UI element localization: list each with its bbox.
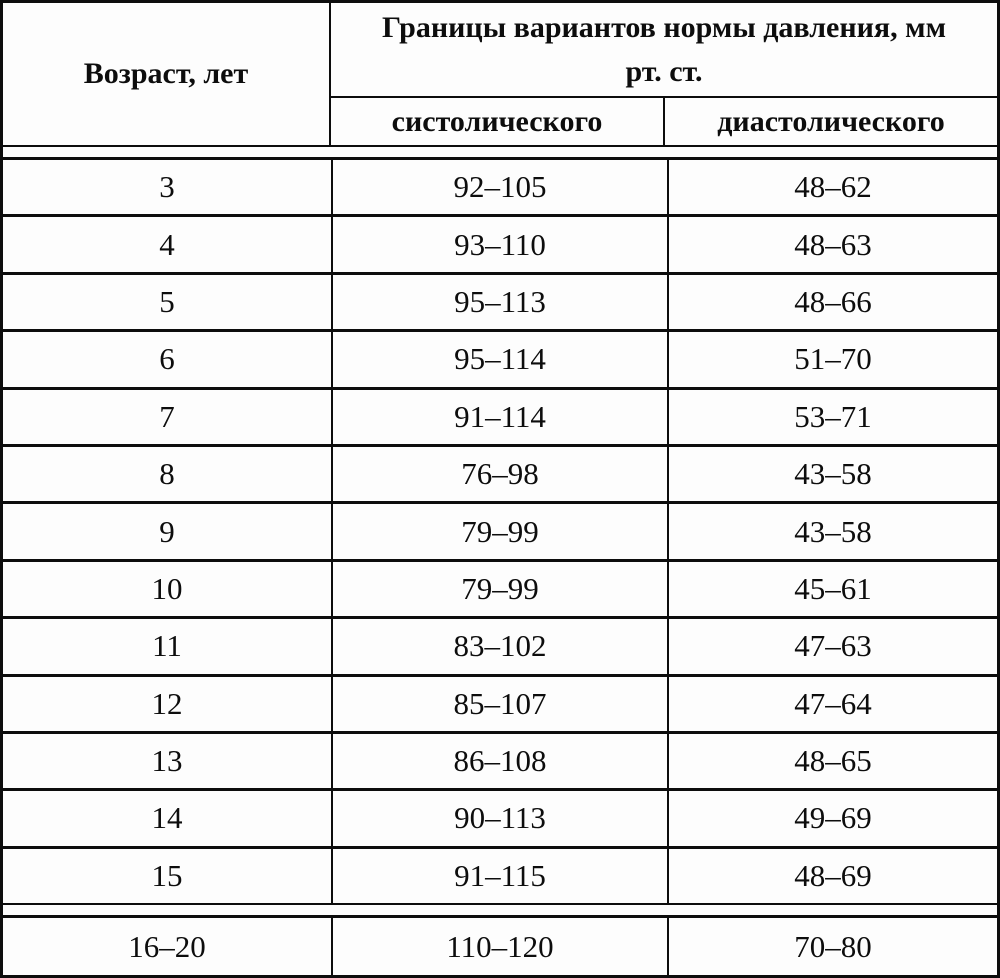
age-cell: 16–20 <box>3 918 333 975</box>
diastolic-cell: 43–58 <box>794 513 872 549</box>
diastolic-cell: 51–70 <box>794 341 872 377</box>
systolic-cell: 92–105 <box>333 160 669 214</box>
table-row <box>3 915 997 975</box>
table-row <box>3 677 997 734</box>
systolic-cell: 76–98 <box>333 447 669 501</box>
table-row <box>3 562 997 619</box>
section-divider-gap <box>3 147 997 157</box>
systolic-cell: 91–115 <box>333 849 669 903</box>
sub-header-row <box>331 98 997 145</box>
systolic-cell: 95–114 <box>333 332 669 386</box>
age-cell: 15 <box>3 849 333 903</box>
pressure-group-header: Границы вариантов нормы давления, мм рт. ст. <box>331 3 997 98</box>
age-cell: 12 <box>3 677 333 731</box>
diastolic-cell: 45–61 <box>794 570 872 606</box>
table-body <box>3 157 997 905</box>
age-cell: 10 <box>3 562 333 616</box>
table-row <box>3 390 997 447</box>
systolic-cell: 90–113 <box>333 791 669 845</box>
systolic-cell: 79–99 <box>333 562 669 616</box>
table-row <box>3 447 997 504</box>
diastolic-cell: 48–65 <box>794 743 872 779</box>
table-row <box>3 217 997 274</box>
systolic-cell: 86–108 <box>333 734 669 788</box>
age-cell: 11 <box>3 619 333 673</box>
systolic-cell: 95–113 <box>333 275 669 329</box>
diastolic-cell: 48–63 <box>794 226 872 262</box>
table-row <box>3 332 997 389</box>
table-row <box>3 160 997 217</box>
diastolic-cell: 48–62 <box>794 169 872 205</box>
section-divider-gap <box>3 905 997 915</box>
systolic-cell: 83–102 <box>333 619 669 673</box>
age-cell: 3 <box>3 160 333 214</box>
age-cell: 14 <box>3 791 333 845</box>
diastolic-cell: 53–71 <box>794 398 872 434</box>
age-cell: 6 <box>3 332 333 386</box>
diastolic-cell: 48–69 <box>794 857 872 893</box>
age-cell: 5 <box>3 275 333 329</box>
diastolic-cell: 43–58 <box>794 456 872 492</box>
age-column-header: Возраст, лет <box>3 3 331 145</box>
table-row <box>3 275 997 332</box>
age-cell: 8 <box>3 447 333 501</box>
diastolic-cell: 47–63 <box>794 628 872 664</box>
diastolic-cell: 70–80 <box>794 928 872 964</box>
age-cell: 7 <box>3 390 333 444</box>
table-row <box>3 791 997 848</box>
systolic-cell: 79–99 <box>333 504 669 558</box>
diastolic-cell: 47–64 <box>794 685 872 721</box>
diastolic-column-header: диастолического <box>717 104 945 138</box>
age-cell: 13 <box>3 734 333 788</box>
age-cell: 9 <box>3 504 333 558</box>
systolic-cell: 85–107 <box>333 677 669 731</box>
systolic-cell: 110–120 <box>333 918 669 975</box>
table-header <box>3 3 997 147</box>
systolic-cell: 93–110 <box>333 217 669 271</box>
systolic-cell: 91–114 <box>333 390 669 444</box>
diastolic-cell: 48–66 <box>794 283 872 319</box>
pressure-header-group <box>331 3 997 145</box>
table-row <box>3 619 997 676</box>
table-row <box>3 734 997 791</box>
table-row <box>3 849 997 903</box>
systolic-column-header: систолического <box>331 98 665 145</box>
diastolic-cell: 49–69 <box>794 800 872 836</box>
table-row <box>3 504 997 561</box>
age-cell: 4 <box>3 217 333 271</box>
